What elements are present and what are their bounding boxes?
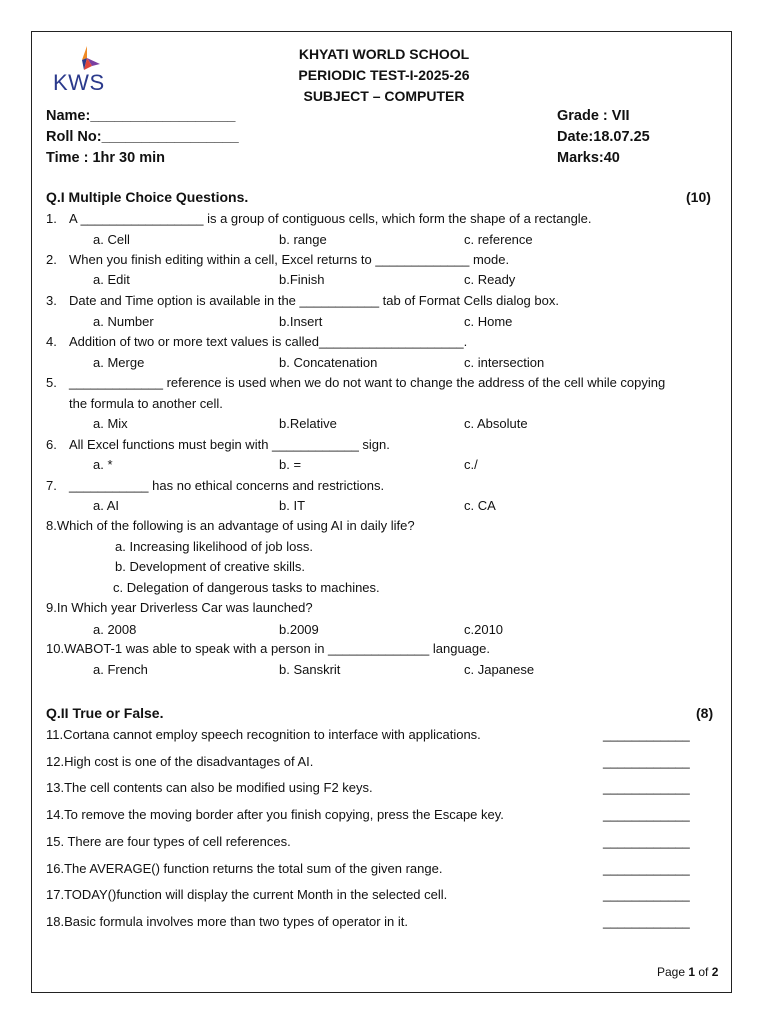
option-a: a. *	[93, 457, 113, 472]
question-number: 5.	[46, 375, 57, 390]
option-b: b. Sanskrit	[279, 662, 341, 677]
answer-blank: ____________	[603, 834, 690, 849]
answer-blank: ____________	[603, 754, 690, 769]
question-text: 9.In Which year Driverless Car was launched?	[46, 600, 313, 615]
section2-title: Q.II True or False.	[46, 705, 164, 721]
answer-blank: ____________	[603, 914, 690, 929]
option-b: b.Relative	[279, 416, 337, 431]
option-a: a. Increasing likelihood of job loss.	[115, 539, 314, 554]
answer-blank: ____________	[603, 727, 690, 742]
question-text: 8.Which of the following is an advantage of using AI in daily life?	[46, 518, 415, 533]
option-b: b. =	[279, 457, 302, 472]
page-number	[657, 965, 718, 979]
option-c: c./	[464, 457, 478, 472]
page-prefix: Page	[657, 965, 689, 979]
option-b: b. Development of creative skills.	[115, 559, 306, 574]
option-b: b. Concatenation	[279, 355, 378, 370]
question-text: When you finish editing within a cell, Excel returns to _____________ mode.	[69, 252, 510, 267]
question-text: Addition of two or more text values is called____________________.	[69, 334, 468, 349]
option-c: c. CA	[464, 498, 496, 513]
question-text: Date and Time option is available in the ___________ tab of Format Cells dialog box.	[69, 293, 559, 308]
question-number: 1.	[46, 211, 57, 226]
answer-blank: ____________	[603, 887, 690, 902]
school-name: KHYATI WORLD SCHOOL	[298, 46, 470, 62]
option-c: c.2010	[464, 622, 504, 637]
current-page: 1	[688, 965, 696, 979]
time-field: Time : 1hr 30 min	[46, 150, 165, 166]
option-a: a. Cell	[93, 232, 130, 247]
option-a: a. Mix	[93, 416, 128, 431]
true-false-statement: 13.The cell contents can also be modified using F2 keys.	[46, 780, 373, 795]
date-field: Date:18.07.25	[557, 129, 650, 145]
question-number: 6.	[46, 437, 57, 452]
question-text: 10.WABOT-1 was able to speak with a person in ______________ language.	[46, 641, 490, 656]
roll-field: Roll No:_________________	[46, 129, 239, 145]
option-c: c. reference	[464, 232, 533, 247]
section1-marks: (10)	[686, 189, 711, 205]
question-text: _____________ reference is used when we do not want to change the address of the cell while copying	[69, 375, 666, 390]
true-false-statement: 18.Basic formula involves more than two types of operator in it.	[46, 914, 409, 929]
question-text-continued: the formula to another cell.	[69, 396, 223, 411]
true-false-statement: 11.Cortana cannot employ speech recognition to interface with applications.	[46, 727, 481, 742]
answer-blank: ____________	[603, 780, 690, 795]
true-false-statement: 12.High cost is one of the disadvantages of AI.	[46, 754, 314, 769]
true-false-statement: 14.To remove the moving border after you finish copying, press the Escape key.	[46, 807, 504, 822]
option-c: c. Ready	[464, 272, 516, 287]
option-a: a. 2008	[93, 622, 137, 637]
true-false-statement: 17.TODAY()function will display the current Month in the selected cell.	[46, 887, 448, 902]
option-a: a. Merge	[93, 355, 145, 370]
answer-blank: ____________	[603, 861, 690, 876]
option-b: b.2009	[279, 622, 319, 637]
option-c: c. Absolute	[464, 416, 528, 431]
option-b: b. IT	[279, 498, 306, 513]
option-c: c. intersection	[464, 355, 545, 370]
option-b: b.Finish	[279, 272, 325, 287]
total-pages: 2	[711, 965, 719, 979]
option-c: c. Delegation of dangerous tasks to machines.	[113, 580, 380, 595]
option-c: c. Japanese	[464, 662, 535, 677]
marks-field: Marks:40	[557, 150, 620, 166]
option-c: c. Home	[464, 314, 513, 329]
logo-text: KWS	[53, 70, 105, 95]
true-false-statement: 16.The AVERAGE() function returns the total sum of the given range.	[46, 861, 443, 876]
question-number: 7.	[46, 478, 57, 493]
option-b: b.Insert	[279, 314, 323, 329]
question-number: 3.	[46, 293, 57, 308]
true-false-statement: 15. There are four types of cell references.	[46, 834, 291, 849]
option-a: a. French	[93, 662, 148, 677]
section1-title: Q.I Multiple Choice Questions.	[46, 189, 249, 205]
name-field: Name:__________________	[46, 108, 236, 124]
option-a: a. Edit	[93, 272, 130, 287]
answer-blank: ____________	[603, 807, 690, 822]
option-a: a. AI	[93, 498, 120, 513]
question-text: A _________________ is a group of contiguous cells, which form the shape of a rectangle.	[69, 211, 592, 226]
section2-marks: (8)	[696, 705, 714, 721]
question-text: All Excel functions must begin with ____________ sign.	[69, 437, 390, 452]
option-a: a. Number	[93, 314, 154, 329]
option-b: b. range	[279, 232, 327, 247]
subject-title: SUBJECT – COMPUTER	[303, 88, 465, 104]
question-number: 2.	[46, 252, 57, 267]
grade-field: Grade : VII	[557, 108, 630, 124]
test-title: PERIODIC TEST-I-2025-26	[298, 67, 470, 83]
page-of: of	[695, 965, 712, 979]
question-text: ___________ has no ethical concerns and restrictions.	[69, 478, 385, 493]
question-number: 4.	[46, 334, 57, 349]
